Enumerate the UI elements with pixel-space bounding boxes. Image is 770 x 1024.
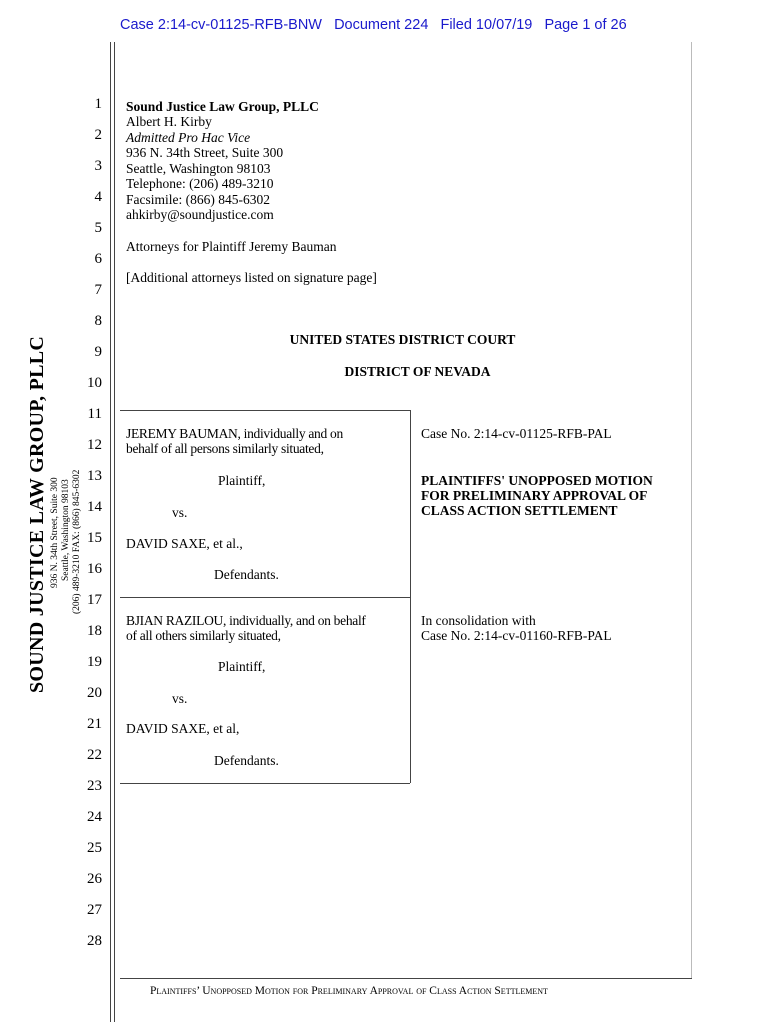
sidebar-firm-name: SOUND JUSTICE LAW GROUP, PLLC bbox=[26, 335, 48, 693]
sidebar-address2: Seattle, Washington 98103 bbox=[61, 479, 71, 581]
caption2-plaintiff-line1: BJIAN RAZILOU, individually, and on behalf bbox=[126, 613, 366, 628]
counsel-email: ahkirby@soundjustice.com bbox=[126, 207, 274, 222]
counsel-admission: Admitted Pro Hac Vice bbox=[126, 130, 251, 145]
caption2-defendant: DAVID SAXE, et al, bbox=[126, 721, 240, 736]
caption2-plaintiff-label: Plaintiff, bbox=[218, 659, 266, 674]
left-margin-rule-outer bbox=[110, 42, 111, 1022]
caption2-plaintiff-line2: of all others similarly situated, bbox=[126, 628, 281, 643]
counsel-additional: [Additional attorneys listed on signature page] bbox=[126, 270, 377, 285]
motion-title-line2: FOR PRELIMINARY APPROVAL OF bbox=[421, 488, 648, 503]
line-number: 16 bbox=[87, 561, 102, 577]
line-number: 12 bbox=[87, 437, 102, 453]
line-number: 15 bbox=[87, 530, 102, 546]
court-district: DISTRICT OF NEVADA bbox=[344, 364, 491, 379]
footer-rule bbox=[120, 978, 692, 979]
counsel-street: 936 N. 34th Street, Suite 300 bbox=[126, 145, 284, 160]
caption-mid-rule bbox=[120, 597, 410, 598]
caption2-vs: vs. bbox=[172, 691, 188, 706]
caption1-plaintiff-line2: behalf of all persons similarly situated, bbox=[126, 441, 324, 456]
line-number: 8 bbox=[94, 313, 102, 329]
line-number: 9 bbox=[94, 344, 102, 360]
line-number: 11 bbox=[87, 406, 102, 422]
footer-title-text: Plaintiffs’ Unopposed Motion for Preliminary Approval of Class Action Settlement bbox=[150, 985, 548, 997]
line-number: 2 bbox=[94, 127, 102, 143]
footer-title bbox=[150, 985, 548, 997]
counsel-city: Seattle, Washington 98103 bbox=[126, 161, 271, 176]
line-number: 21 bbox=[87, 716, 102, 732]
line-number: 28 bbox=[87, 933, 102, 949]
right-margin-rule bbox=[691, 42, 692, 979]
line-number: 23 bbox=[87, 778, 102, 794]
caption1-plaintiff-label: Plaintiff, bbox=[218, 473, 266, 488]
caption1-case-number: Case No. 2:14-cv-01125-RFB-PAL bbox=[421, 426, 612, 441]
line-number: 6 bbox=[94, 251, 102, 267]
caption-top-rule bbox=[120, 410, 410, 411]
consolidation-line2: Case No. 2:14-cv-01160-RFB-PAL bbox=[421, 628, 612, 643]
line-number: 24 bbox=[87, 809, 102, 825]
caption2-defendant-label: Defendants. bbox=[214, 753, 279, 768]
caption1-vs: vs. bbox=[172, 505, 188, 520]
caption1-defendant-label: Defendants. bbox=[214, 567, 279, 582]
line-number: 27 bbox=[87, 902, 102, 918]
caption1-plaintiff-line1: JEREMY BAUMAN, individually and on bbox=[126, 426, 343, 441]
counsel-facsimile: Facsimile: (866) 845-6302 bbox=[126, 192, 270, 207]
line-number: 10 bbox=[87, 375, 102, 391]
caption-right-rule bbox=[410, 410, 411, 783]
counsel-firm: Sound Justice Law Group, PLLC bbox=[126, 99, 319, 114]
counsel-attorney: Albert H. Kirby bbox=[126, 114, 212, 129]
line-number: 1 bbox=[94, 96, 102, 112]
consolidation-line1: In consolidation with bbox=[421, 613, 536, 628]
line-number: 18 bbox=[87, 623, 102, 639]
motion-title-line3: CLASS ACTION SETTLEMENT bbox=[421, 503, 618, 518]
court-name: UNITED STATES DISTRICT COURT bbox=[289, 332, 516, 347]
line-number: 13 bbox=[87, 468, 102, 484]
line-number: 26 bbox=[87, 871, 102, 887]
sidebar-address1: 936 N. 34th Street, Suite 300 bbox=[50, 477, 60, 588]
line-number: 19 bbox=[87, 654, 102, 670]
counsel-attorneys-for: Attorneys for Plaintiff Jeremy Bauman bbox=[126, 239, 337, 254]
caption-bottom-rule bbox=[120, 783, 410, 784]
line-number: 17 bbox=[87, 592, 102, 608]
line-number: 14 bbox=[87, 499, 102, 515]
sidebar-phone-fax: (206) 489-3210 FAX: (866) 845-6302 bbox=[72, 469, 82, 614]
line-number: 22 bbox=[87, 747, 102, 763]
counsel-telephone: Telephone: (206) 489-3210 bbox=[126, 176, 274, 191]
line-number: 3 bbox=[94, 158, 102, 174]
caption1-defendant: DAVID SAXE, et al., bbox=[126, 536, 243, 551]
line-number: 5 bbox=[94, 220, 102, 236]
motion-title-line1: PLAINTIFFS' UNOPPOSED MOTION bbox=[421, 473, 653, 488]
line-number: 25 bbox=[87, 840, 102, 856]
left-margin-rule-inner bbox=[114, 42, 115, 1022]
line-number: 7 bbox=[94, 282, 102, 298]
line-number: 20 bbox=[87, 685, 102, 701]
line-number: 4 bbox=[94, 189, 102, 205]
filing-header: Case 2:14-cv-01125-RFB-BNW Document 224 Filed 10/07/19 Page 1 of 26 bbox=[120, 17, 627, 33]
